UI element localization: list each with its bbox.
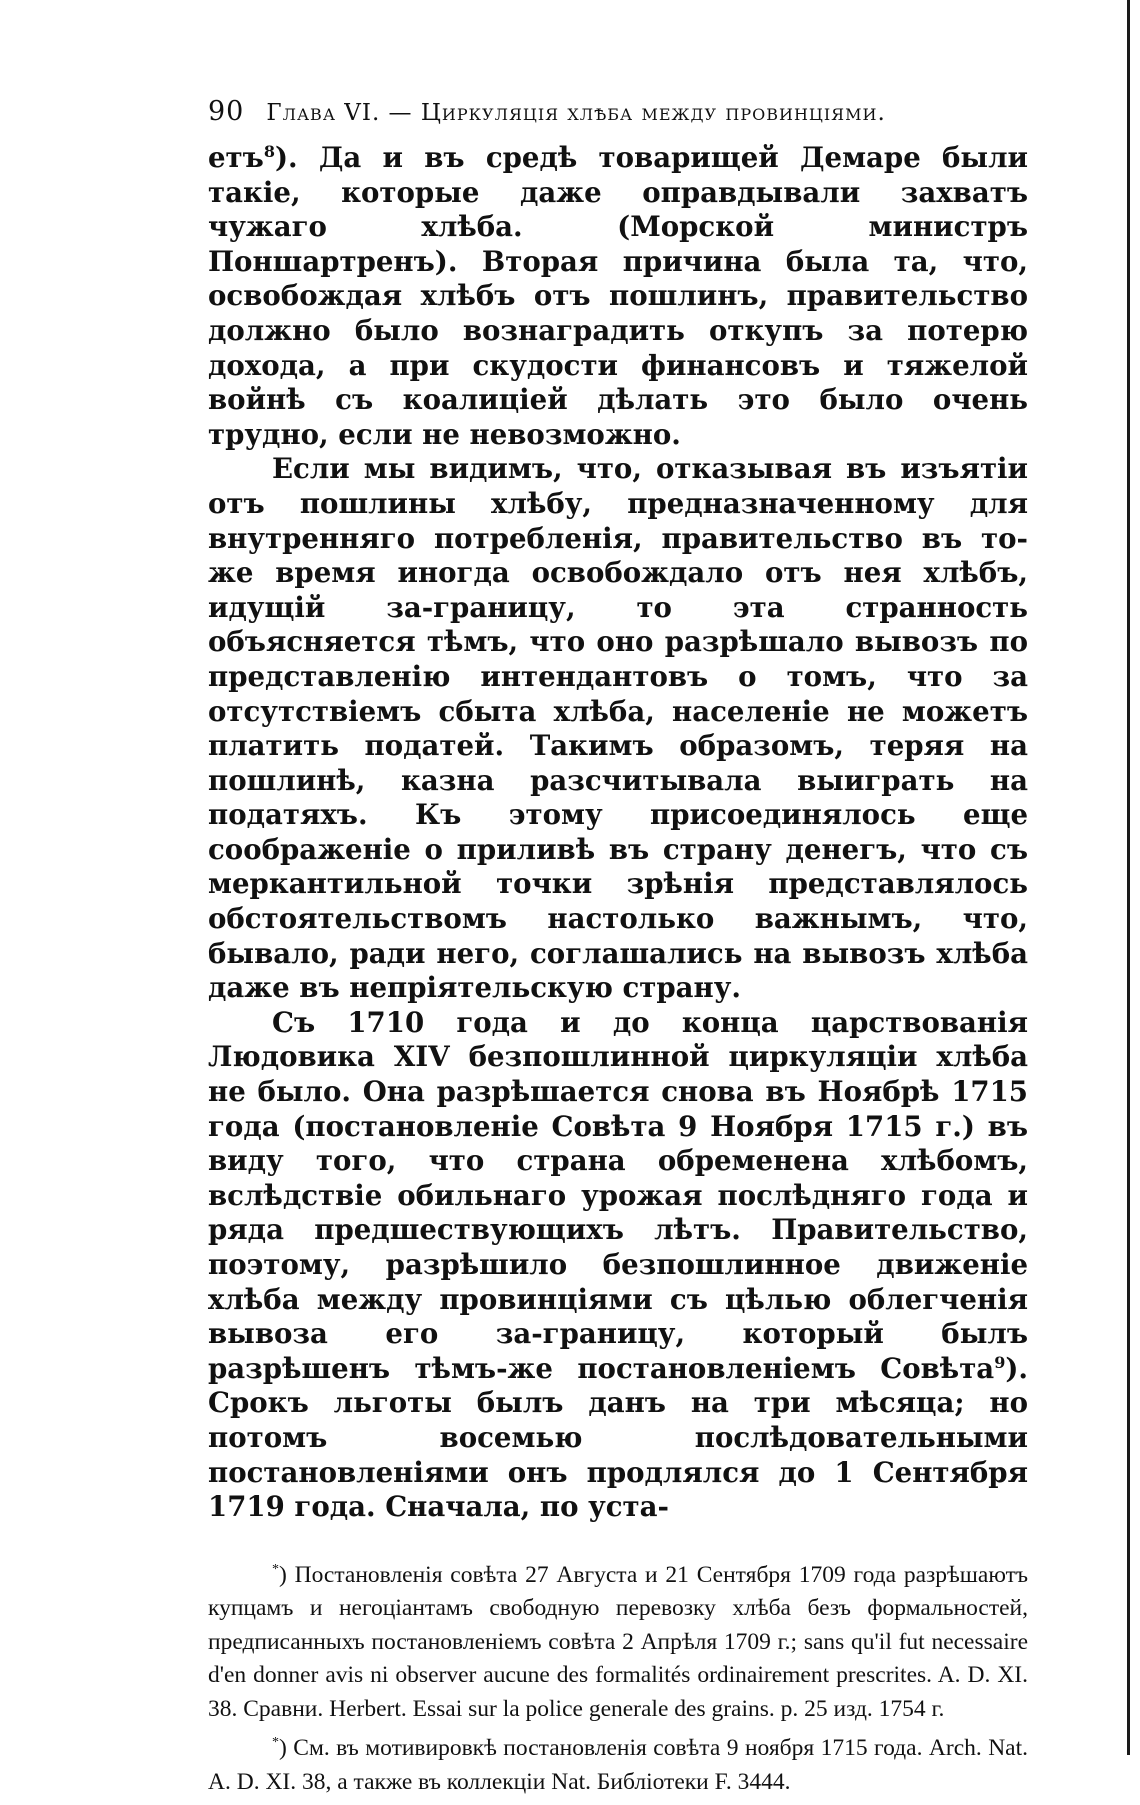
- paragraph-3-start: Съ 1710 года и до конца царствованія Людовика XIV безпошлинной циркуляціи хлѣба не было. Она разрѣшается снова въ Ноябрѣ 1715 года (постановленіе Совѣта 9 Ноября 1715 г.) въ виду того, что страна обременена хлѣбомъ, вслѣдствіе обильнаго урожая послѣдняго года и ряда предшествующихъ лѣтъ. Правительство, поэтому, разрѣшило безпошлинное движеніе хлѣба между провинціями съ цѣлью облегченія вывоза его за-границу, который былъ разрѣшенъ тѣмъ-же постановленіемъ Совѣта: [208, 1005, 1028, 1385]
- paragraph-2: Если мы видимъ, что, отказывая въ изъятіи отъ пошлины хлѣбу, предназначенному для внутренняго потребленія, правительство въ то-же время иногда освобождало отъ нея хлѣбъ, идущій за-границу, то эта странность объясняется тѣмъ, что оно разрѣшало вывозъ по представленію интендантовъ о томъ, что за отсутствіемъ сбыта хлѣба, населеніе не можетъ платить податей. Такимъ образомъ, теряя на пошлинѣ, казна разсчитывала выиграть на податяхъ. Къ этому присоединялось еще соображеніе о приливѣ въ страну денегъ, что съ меркантильной точки зрѣнія представлялось обстоятельствомъ настолько важнымъ, что, бывало, ради него, соглашались на вывозъ хлѣба даже въ непріятельскую страну.: [208, 452, 1028, 1005]
- body-text: [208, 141, 1028, 1525]
- running-title: Глава VI. — Циркуляція хлѣба между провинціями.: [266, 100, 886, 126]
- page-edge-line: [1127, 0, 1130, 1755]
- paragraph-1: [208, 141, 1028, 452]
- footnote-ref-8: 8: [263, 141, 275, 161]
- footnote-ref-9: 9: [994, 1352, 1006, 1372]
- running-header: [208, 96, 1028, 127]
- footnote-1-mark: *: [272, 1561, 279, 1577]
- footnote-2: [208, 1732, 1028, 1799]
- page-number: 90: [208, 96, 245, 127]
- footnote-1-text: ) Постановленія совѣта 27 Августа и 21 Сентября 1709 года разрѣшаютъ купцамъ и негоціантамъ свободную перевозку хлѣба безъ формальностей, предписанныхъ постановленіемъ совѣта 2 Апрѣля 1709 г.; sans qu'il fut necessaire d'en donner avis ni observer aucune des formalités ordinairement prescrites. A. D. XI. 38. Сравни. Herbert. Essai sur la police generale des grains. p. 25 изд. 1754 г.: [208, 1561, 1028, 1722]
- footnote-2-text: ) См. въ мотивировкѣ постановленія совѣта 9 ноября 1715 года. Arch. Nat. A. D. XI. 38, а также въ коллекціи Nat. Библіотеки F. 3444.: [208, 1735, 1028, 1795]
- paragraph-1-start: етъ: [208, 141, 264, 174]
- footnote-1: [208, 1559, 1028, 1727]
- paragraph-1-rest: ). Да и въ средѣ товарищей Демаре были такіе, которые даже оправдывали захватъ чужаго хлѣба. (Морской министръ Поншартренъ). Вторая причина была та, что, освобождая хлѣбъ отъ пошлинъ, правительство должно было вознаградить откупъ за потерю дохода, а при скудости финансовъ и тяжелой войнѣ съ коалиціей дѣлать это было очень трудно, если не невозможно.: [208, 141, 1028, 451]
- paragraph-3-rest: ). Срокъ льготы былъ данъ на три мѣсяца; но потомъ восемью послѣдовательными постановленіями онъ продлялся до 1 Сентября 1719 года. Сначала, по уста-: [208, 1351, 1028, 1524]
- footnotes: [208, 1559, 1028, 1800]
- paragraph-3: [208, 1006, 1028, 1525]
- book-page: [208, 96, 1028, 1805]
- footnote-2-mark: *: [272, 1735, 279, 1751]
